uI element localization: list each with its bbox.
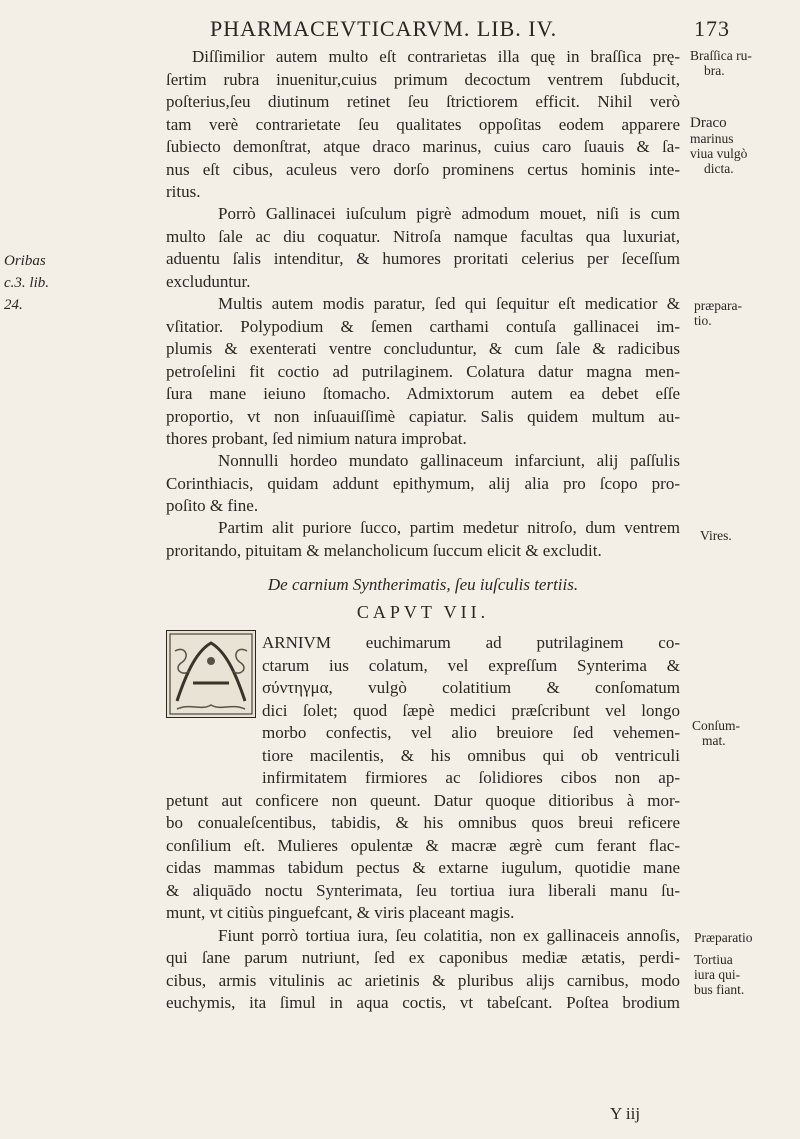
text-line: dici ſolet; quod ſæpè medici præſcribunt vel longo	[262, 700, 680, 720]
paragraph-preparation	[166, 293, 680, 451]
text-line: ctarum ius colatum, vel expreſſum Synterima &	[262, 655, 680, 675]
text-line: nus eſt cibus, aculeus vero dorſo prominens certus hominis inte-	[166, 159, 680, 179]
text-line: qui ſane parum nutriunt, ſed ex caponibus mediæ ætatis, perdi-	[166, 948, 680, 967]
text-line: cibus, armis vitulinis ac arietinis & pluribus alijs carnibus, modo	[166, 970, 680, 990]
signature-mark: Y iij	[610, 1104, 641, 1123]
text-line: morbo confectis, vel alio breuiore ſed vehemen-	[262, 723, 680, 742]
chapter-opening-lines	[262, 632, 680, 767]
text-line: euchymis, ita ſimul in aqua coctis, vt tabeſcant. Poſtea brodium	[166, 993, 680, 1012]
text-line: multo ſale ac diu coquatur. Nitroſa namque facultas qua luxuriat,	[166, 226, 680, 246]
text-line: conſilium eſt. Mulieres opulentæ & macræ ægrè cum ferant flac-	[166, 835, 680, 855]
margin-note-consummat: Conſum- mat.	[692, 718, 741, 748]
text-line: σύντηγμα, vulgò colatitium & conſomatum	[262, 678, 680, 697]
text-line: infirmitatem firmiores ac ſolidiores cibos non ap-	[262, 768, 680, 787]
text-line: proportio, vt non inſuauiſſimè capiatur. Salis quidem multum au-	[166, 406, 680, 426]
paragraph-gallinacei	[166, 203, 680, 293]
chapter-body	[166, 767, 680, 1015]
ornament-initial-icon	[167, 631, 255, 717]
text-line: tiore macilentis, & his omnibus qui ob ventriculi	[262, 745, 680, 765]
margin-note-brassica: Braſſica ru- bra.	[690, 48, 752, 78]
text-line: poſterius,ſeu diutinum retinet ſeu ſtrictiorem efficit. Nihil verò	[166, 92, 680, 111]
running-head	[210, 16, 730, 42]
text-line: cidas mammas tabidum pectus & extarne iugulum, quotidie mane	[166, 858, 680, 877]
text-line: excluduntur.	[166, 271, 251, 291]
text-line: ſubiecto demonſtrat, atque draco marinus, cuius caro ſuauis & ſa-	[166, 137, 680, 156]
margin-note-praeparatio: præpara- tio.	[694, 298, 742, 328]
text-line: Partim alit puriore ſucco, partim medetur nitroſo, dum ventrem	[218, 518, 680, 537]
chapter-title: De carnium Syntherimatis, ſeu iuſculis tertiis.	[267, 575, 579, 594]
decorated-initial	[166, 630, 256, 718]
text-line: poſito & fine.	[166, 496, 259, 515]
text-line: ARNIVM euchimarum ad putrilaginem co-	[262, 633, 680, 652]
text-line: & aliquādo noctu Synterimata, ſeu tortiua iura liberali manu ſu-	[166, 880, 680, 900]
text-line: ritus.	[166, 182, 201, 201]
text-line: tam verè contrarietate ſeu qualitates oppoſitas eodem apparere	[166, 114, 680, 134]
text-line: thores probant, ſed nimium natura improbat.	[166, 429, 467, 448]
text-line: Porrò Gallinacei iuſculum pigrè admodum mouet, niſi is cum	[218, 204, 680, 223]
text-line: bo conualeſcentibus, tabidis, & his omnibus quos breui reficere	[166, 813, 680, 832]
text-line: ſura mane ieiuno ſtomacho. Admixtorum autem ea debet eſſe	[166, 384, 680, 403]
text-line: proritando, pituitam & melancholicum ſuccum elicit & excludit.	[166, 540, 602, 560]
text-line: aduentu ſalis intenditur, & humores proritati celerius per ſeceſſum	[166, 249, 680, 268]
text-line: Multis autem modis paratur, ſed qui ſequitur eſt medicatior &	[218, 294, 680, 313]
text-line: petroſelini fit coctio ad putrilaginem. Colatura datur magna men-	[166, 361, 680, 381]
margin-note-praeparatio-2: Præparatio	[694, 930, 753, 945]
page-number: 173	[694, 16, 730, 41]
chapter-number: CAPVT VII.	[356, 602, 490, 622]
running-head-title: PHARMACEVTICARVM. LIB. IV.	[210, 16, 558, 41]
margin-note-tortiua: Tortiua iura qui- bus fiant.	[694, 952, 745, 997]
text-line: plumis & exenterati ventre concluduntur, & cum ſale & radicibus	[166, 339, 680, 358]
paragraph-brassica	[166, 46, 680, 204]
margin-note-draco: Draco marinus viua vulgò dicta.	[690, 115, 748, 176]
text-line: ſertim rubra inuenitur,cuius primum decoctum ventrem ſubducit,	[166, 69, 680, 89]
text-line: munt, vt citiùs pinguefcant, & viris placeant magis.	[166, 903, 515, 922]
margin-note-oribas: Oribas c.3. lib. 24.	[4, 253, 49, 313]
text-line: Nonnulli hordeo mundato gallinaceum infarciunt, alij paſſulis	[218, 451, 680, 470]
text-line: Diſſimilior autem multo eſt contrarietas illa quę in braſſica prę-	[192, 47, 680, 66]
paragraph-vires	[166, 517, 680, 562]
margin-note-vires: Vires.	[700, 528, 732, 543]
text-line: Corinthiacis, quidam addunt epithymum, alij alia pro ſcopo pro-	[166, 473, 680, 493]
paragraph-variants	[166, 450, 680, 518]
text-line: petunt aut conficere non queunt. Datur quoque ditioribus à mor-	[166, 790, 680, 810]
text-line: Fiunt porrò tortiua iura, ſeu colatitia, non ex gallinaceis annoſis,	[218, 925, 680, 945]
text-line: vſitatior. Polypodium & ſemen carthami contuſa gallinacei im-	[166, 316, 680, 336]
